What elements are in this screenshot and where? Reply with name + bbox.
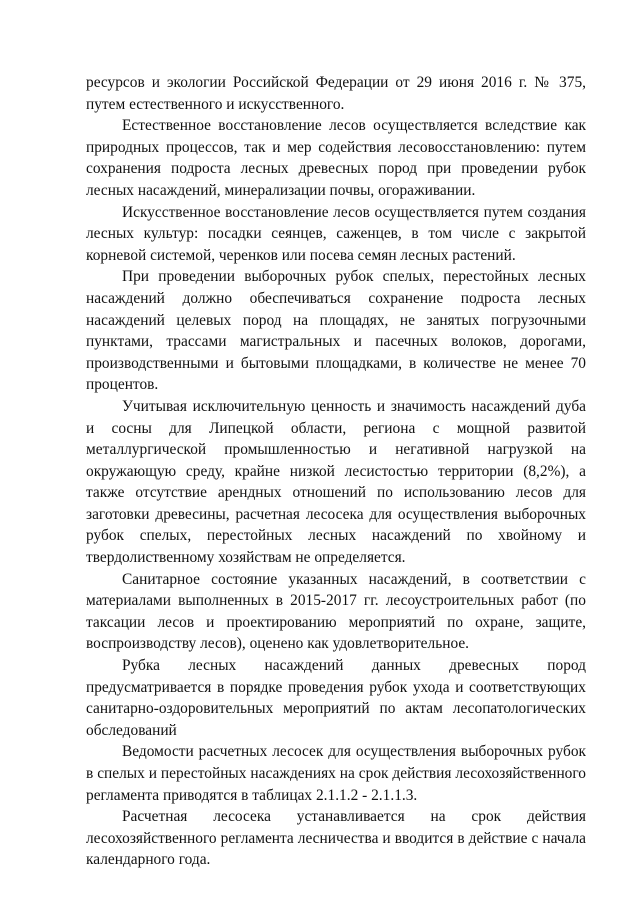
paragraph-continuation: ресурсов и экологии Российской Федерации от 29 июня 2016 г. № 375, путем естественного и искусственного. — [86, 74, 586, 113]
paragraph-artificial-regeneration: Искусственное восстановление лесов осуществляется путем создания лесных культур: посадки сеянцев, саженцев, в том числе с закрытой корневой системой, черенков или посева семян лесных растений. — [86, 203, 586, 264]
paragraph-allowable-cut: Расчетная лесосека устанавливается на срок действия лесохозяйственного регламента лесничества и вводится в действие с начала календарного года. — [86, 808, 586, 869]
paragraph-selective-felling: При проведении выборочных рубок спелых, перестойных лесных насаждений должно обеспечиваться сохранение подроста лесных насаждений целевых пород на площадях, не занятых погрузочными пунктами, трассами магистральных и пасечных волоков, дорогами, производственными и бытовыми площадками, в количестве не менее 70 процентов. — [86, 268, 586, 394]
document-body — [86, 72, 586, 871]
paragraph-oak-pine-value: Учитывая исключительную ценность и значимость насаждений дуба и сосны для Липецкой области, региона с мощной развитой металлургической промышленностью и негативной нагрузкой на окружающую среду, крайне низкой лесистостью территории (8,2%), а также отсутствие арендных отношений по использованию лесов для заготовки древесины, расчетная лесосека для осуществления выборочных рубок спелых, перестойных лесных насаждений по хвойному и твердолиственному хозяйствам не определяется. — [86, 397, 586, 567]
paragraph-natural-regeneration: Естественное восстановление лесов осуществляется вследствие как природных процессов, так и мер содействия лесовосстановлению: путем сохранения подроста лесных древесных пород при проведении рубок лесных насаждений, минерализации почвы, огораживании. — [86, 117, 586, 199]
paragraph-felling-procedure: Рубка лесных насаждений данных древесных пород предусматривается в порядке проведения рубок ухода и соответствующих санитарно-оздоровительных мероприятий по актам лесопатологических обследований — [86, 657, 586, 739]
paragraph-sanitary-state: Санитарное состояние указанных насаждений, в соответствии с материалами выполненных в 2015-2017 гг. лесоустроительных работ (по таксации лесов и проектированию мероприятий по охране, защите, воспроизводству лесов), оценено как удовлетворительное. — [86, 570, 586, 653]
paragraph-cutting-statements: Ведомости расчетных лесосек для осуществления выборочных рубок в спелых и перестойных насаждениях на срок действия лесохозяйственного регламента приводятся в таблицах 2.1.1.2 - 2.1.1.3. — [86, 743, 586, 804]
